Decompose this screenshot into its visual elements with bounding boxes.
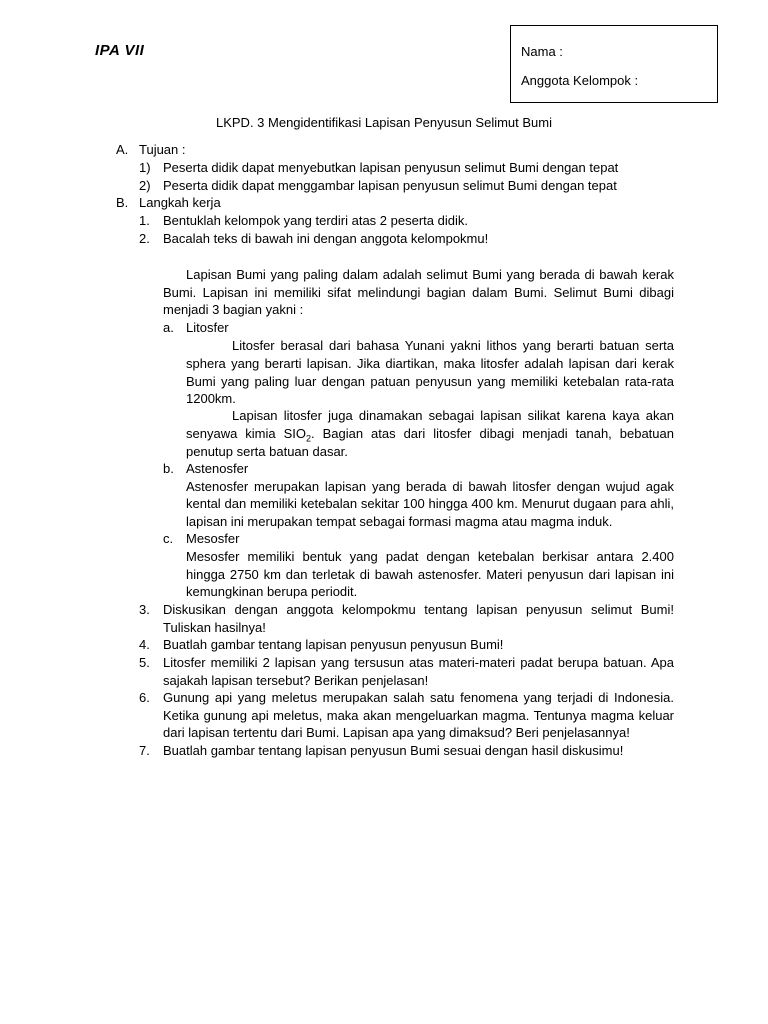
name-label: Nama : [521,44,563,59]
mesosfer-heading: Mesosfer [186,531,240,546]
astenosfer-text-line: kental dan memiliki ketebalan sekitar 100 hingga 400 km. Menurut dugaan para ahli, [186,496,674,511]
step-text: Tuliskan hasilnya! [163,620,266,635]
step-text: sajakah lapisan tersebut? Berikan penjelasan! [163,673,429,688]
step-text: Ketika gunung api meletus, maka akan mengeluarkan magma. Tentunya magma keluar [163,708,674,723]
section-a-label: Tujuan : [139,142,186,157]
mesosfer-text-line: Mesosfer memiliki bentuk yang padat dengan ketebalan berkisar antara 2.400 [186,549,674,564]
goal-text: Peserta didik dapat menyebutkan lapisan penyusun selimut Bumi dengan tepat [163,160,619,175]
section-b-marker: B. [116,195,129,210]
goal-text: Peserta didik dapat menggambar lapisan penyusun selimut Bumi dengan tepat [163,178,617,193]
litosfer-heading: Litosfer [186,320,229,335]
astenosfer-marker: b. [163,461,174,476]
litosfer-text-line: 1200km. [186,391,236,406]
section-b-label: Langkah kerja [139,195,221,210]
astenosfer-text-line: Astenosfer merupakan lapisan yang berada di bawah litosfer dengan wujud agak [186,479,674,494]
astenosfer-text-line: lapisan ini merupakan tempat sebagai formasi magma atau magma induk. [186,514,613,529]
mesosfer-text-line: kemungkinan berupa periodit. [186,584,358,599]
step-text: Buatlah gambar tentang lapisan penyusun Bumi sesuai dengan hasil diskusimu! [163,743,624,758]
reading-intro-line: Bumi. Lapisan ini memiliki sifat melindungi bagian dalam Bumi. Selimut Bumi dibagi [163,285,674,300]
reading-intro-line: Lapisan Bumi yang paling dalam adalah selimut Bumi yang berada di bawah kerak [186,267,674,282]
litosfer-text-line: Litosfer berasal dari bahasa Yunani yakni lithos yang berarti batuan serta [232,338,674,353]
step-text: dari lapisan tertentu dari Bumi. Lapisan apa yang dimaksud? Beri penjelasannya! [163,725,630,740]
step-text: Diskusikan dengan anggota kelompokmu tentang lapisan penyusun selimut Bumi! [163,602,674,617]
step-text: Bentuklah kelompok yang terdiri atas 2 peserta didik. [163,213,468,228]
step-text: Gunung api yang meletus merupakan salah satu fenomena yang terjadi di Indonesia. [163,690,674,705]
goal-number: 2) [139,178,151,193]
step-number: 2. [139,231,150,246]
astenosfer-heading: Astenosfer [186,461,249,476]
litosfer-text-tail: . Bagian atas dari litosfer dibagi menjadi tanah, bebatuan [311,426,674,441]
step-number: 5. [139,655,150,670]
litosfer-text-line: penutup serta batuan dasar. [186,444,348,459]
step-number: 4. [139,637,150,652]
step-text: Bacalah teks di bawah ini dengan anggota kelompokmu! [163,231,489,246]
reading-intro-line: menjadi 3 bagian yakni : [163,302,304,317]
group-label: Anggota Kelompok : [521,73,639,88]
litosfer-marker: a. [163,320,174,335]
section-a-marker: A. [116,142,129,157]
step-text: Buatlah gambar tentang lapisan penyusun penyusun Bumi! [163,637,504,652]
sio-text: senyawa kimia SIO [186,426,306,441]
step-number: 6. [139,690,150,705]
goal-number: 1) [139,160,151,175]
mesosfer-text-line: hingga 2750 km dan terletak di bawah astenosfer. Materi penyusun dari lapisan ini [186,567,674,582]
sio-subscript: 2 [305,433,311,444]
identity-box [510,25,718,103]
step-text: Litosfer memiliki 2 lapisan yang tersusun atas materi-materi padat berupa batuan. Apa [163,655,674,670]
worksheet-title: LKPD. 3 Mengidentifikasi Lapisan Penyusun Selimut Bumi [215,115,552,130]
subject-label: IPA VII [95,42,145,59]
litosfer-text-line: sphera yang berarti lapisan. Jika diartikan, maka litosfer adalah lapisan dari kerak [186,356,674,371]
mesosfer-marker: c. [163,531,174,546]
step-number: 1. [139,213,150,228]
litosfer-text-line: Lapisan litosfer juga dinamakan sebagai lapisan silikat karena kaya akan [232,408,674,423]
step-number: 3. [139,602,150,617]
step-number: 7. [139,743,150,758]
litosfer-text-line: Bumi yang paling luar dengan patuan penyusun yang memiliki ketebalan rata-rata [186,374,674,389]
